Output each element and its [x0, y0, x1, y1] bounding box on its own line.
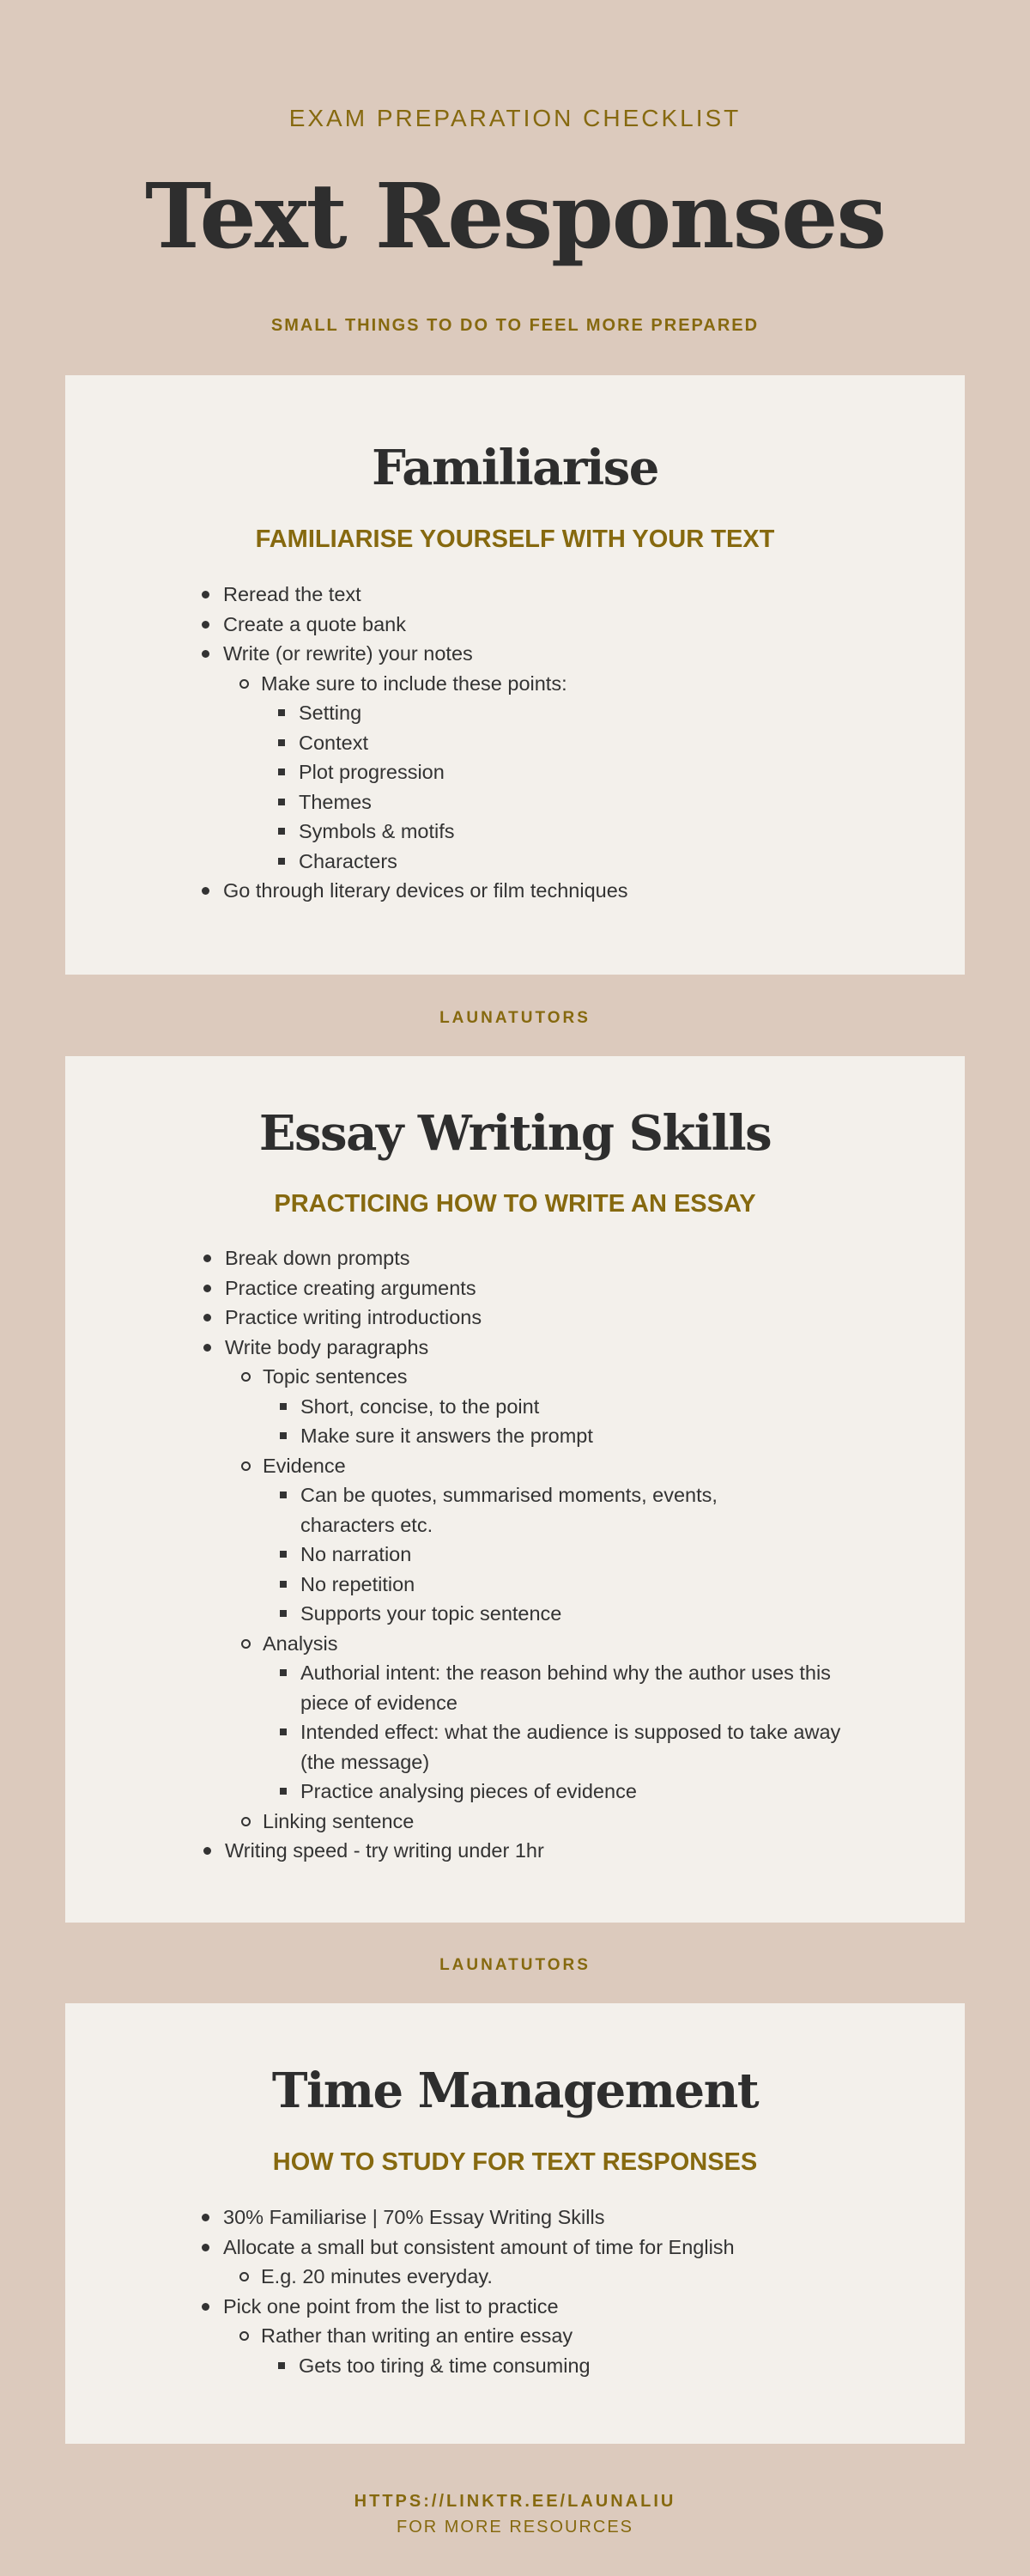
- list-item: Writing speed - try writing under 1hr: [201, 1836, 905, 1866]
- list-item: Supports your topic sentence: [276, 1599, 905, 1629]
- essay-card: [65, 1056, 965, 1923]
- footer-subtitle: FOR MORE RESOURCES: [396, 2518, 634, 2537]
- list-item: Break down prompts: [201, 1243, 905, 1273]
- list-item: Can be quotes, summarised moments, events, characters etc.: [276, 1480, 764, 1540]
- list-item: Evidence Can be quotes, summarised moments, events, characters etc. No narration No repetition Supports your topic sentence: [239, 1451, 905, 1629]
- time-list: [199, 2202, 903, 2380]
- list-item: Symbols & motifs: [275, 817, 886, 847]
- familiarise-list: [199, 580, 886, 906]
- list-item: 30% Familiarise | 70% Essay Writing Skills: [199, 2202, 903, 2233]
- essay-subheading: PRACTICING HOW TO WRITE AN ESSAY: [274, 1190, 756, 1218]
- divider-label: LAUNATUTORS: [439, 1956, 591, 1974]
- list-item: Reread the text: [199, 580, 886, 610]
- list-item: Create a quote bank: [199, 610, 886, 640]
- list-item: Practice analysing pieces of evidence: [276, 1777, 905, 1807]
- list-item: Authorial intent: the reason behind why the author uses this piece of evidence: [276, 1658, 850, 1717]
- list-item: Write (or rewrite) your notes Make sure to include these points: Setting Context Plot progression Themes Symbols & motifs Characters: [199, 639, 886, 876]
- familiarise-subheading: FAMILIARISE YOURSELF WITH YOUR TEXT: [255, 526, 775, 553]
- list-item: Write body paragraphs Topic sentences Short, concise, to the point Make sure it answers the prompt Evidence Can be quotes, summarised moments, events, characters etc. No narration No repetition Supports your topic sentence Analysis Authorial intent: the reason behind why the author uses this piece of evidence Intended effect: what the audience is supposed to take away (the message) Practice analysing pieces of evidence Linking sentence: [201, 1333, 905, 1837]
- familiarise-heading: Familiarise: [372, 440, 658, 496]
- list-item: Rather than writing an entire essay Gets too tiring & time consuming: [237, 2321, 903, 2380]
- list-item: Analysis Authorial intent: the reason behind why the author uses this piece of evidence Intended effect: what the audience is supposed to take away (the message) Practice analysing pieces of evidence: [239, 1629, 905, 1807]
- list-item: Short, concise, to the point: [276, 1392, 905, 1422]
- list-item: Make sure it answers the prompt: [276, 1421, 905, 1451]
- list-item: Themes: [275, 787, 886, 817]
- list-item: Go through literary devices or film techniques: [199, 876, 886, 906]
- list-item: Practice writing introductions: [201, 1303, 905, 1333]
- list-item: Plot progression: [275, 757, 886, 787]
- list-item: Characters: [275, 847, 886, 877]
- list-item: Intended effect: what the audience is supposed to take away (the message): [276, 1717, 850, 1777]
- essay-heading: Essay Writing Skills: [258, 1105, 772, 1162]
- header-kicker: EXAM PREPARATION CHECKLIST: [288, 105, 742, 131]
- page-title: Text Responses: [145, 163, 885, 269]
- list-item: Setting: [275, 698, 886, 728]
- essay-list: [201, 1243, 905, 1866]
- list-item: Context: [275, 728, 886, 758]
- list-item: Pick one point from the list to practice Rather than writing an entire essay Gets too tiring & time consuming: [199, 2292, 903, 2381]
- list-item: Practice creating arguments: [201, 1273, 905, 1303]
- time-subheading: HOW TO STUDY FOR TEXT RESPONSES: [272, 2148, 758, 2176]
- list-item: Allocate a small but consistent amount of time for English E.g. 20 minutes everyday.: [199, 2233, 903, 2292]
- header-subtitle: SMALL THINGS TO DO TO FEEL MORE PREPARED: [270, 316, 760, 335]
- list-item: Topic sentences Short, concise, to the point Make sure it answers the prompt: [239, 1362, 905, 1451]
- divider-label: LAUNATUTORS: [439, 1009, 591, 1027]
- list-item: Gets too tiring & time consuming: [275, 2351, 903, 2381]
- footer-link[interactable]: HTTPS://LINKTR.EE/LAUNALIU: [354, 2492, 676, 2511]
- list-item: No repetition: [276, 1570, 905, 1600]
- list-item: No narration: [276, 1540, 905, 1570]
- time-management-card: [65, 2003, 965, 2444]
- list-item: Linking sentence: [239, 1807, 905, 1837]
- time-heading: Time Management: [271, 2063, 759, 2119]
- list-item: E.g. 20 minutes everyday.: [237, 2262, 903, 2292]
- list-item: Make sure to include these points: Setting Context Plot progression Themes Symbols & motifs Characters: [237, 669, 886, 877]
- familiarise-card: [65, 375, 965, 975]
